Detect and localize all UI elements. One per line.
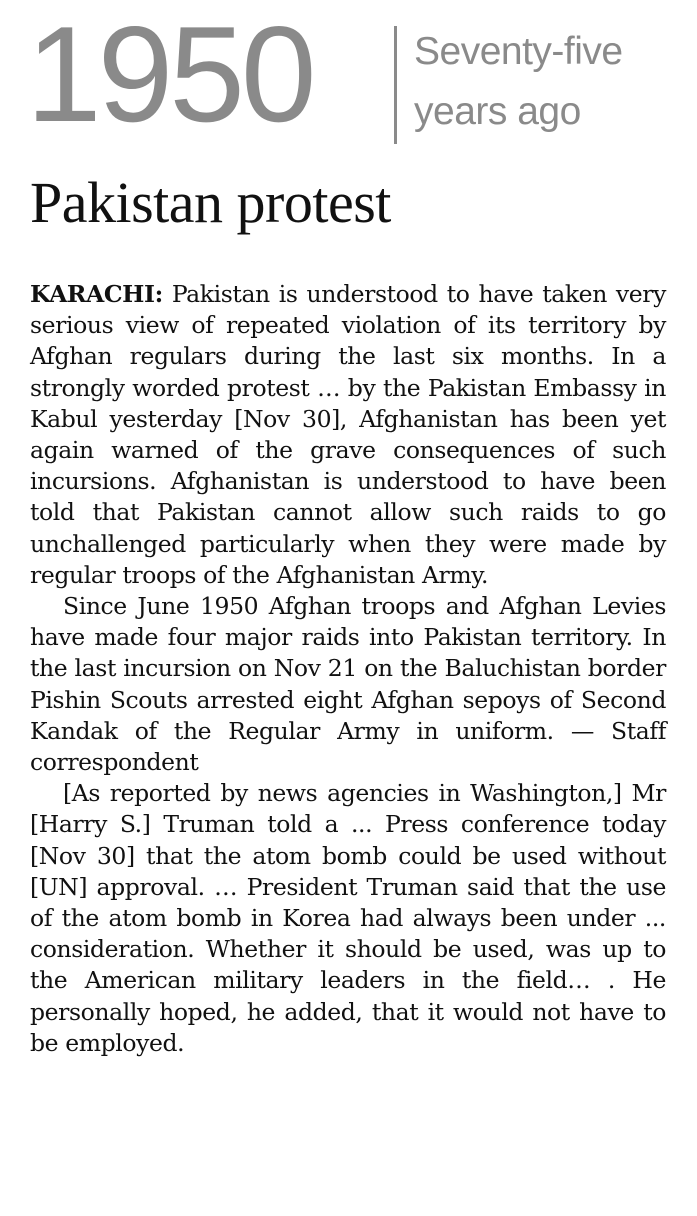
masthead-divider	[394, 26, 397, 144]
masthead-tagline	[414, 22, 623, 142]
article-body	[30, 279, 666, 1059]
tagline-line-1: Seventy-five	[414, 30, 623, 73]
tagline-line-2: years ago	[414, 90, 581, 133]
paragraph-1-text: Pakistan is understood to have taken very serious view of repeated violation of its territory by Afghan regulars during the last six months. In a strongly worded protest … by the Pakistan Embassy in Kabul yesterday [Nov 30], Afghanistan has been yet again warned of the grave consequences of such incursions. Afghanistan is understood to have been told that Pakistan cannot allow such raids to go unchallenged particularly when they were made by regular troops of the Afghanistan Army.	[30, 280, 666, 589]
masthead	[26, 0, 686, 150]
article-paragraph-1	[30, 279, 666, 591]
headline: Pakistan protest	[30, 170, 391, 235]
masthead-year: 1950	[26, 0, 313, 150]
dateline: KARACHI:	[30, 280, 163, 308]
article-paragraph-2: Since June 1950 Afghan troops and Afghan Levies have made four major raids into Pakistan territory. In the last incursion on Nov 21 on the Baluchistan border Pishin Scouts arrested eight Afghan sepoys of Second Kandak of the Regular Army in uniform. — Staff correspondent	[30, 592, 666, 777]
article-paragraph-3: [As reported by news agencies in Washington,] Mr [Harry S.] Truman told a ... Press conference today [Nov 30] that the atom bomb could be used without [UN] approval. … President Truman said that the use of the atom bomb in Korea had always been under ... consideration. Whether it should be used, was up to the American military leaders in the field… . He personally hoped, he added, that it would not have to be employed.	[30, 779, 666, 1057]
